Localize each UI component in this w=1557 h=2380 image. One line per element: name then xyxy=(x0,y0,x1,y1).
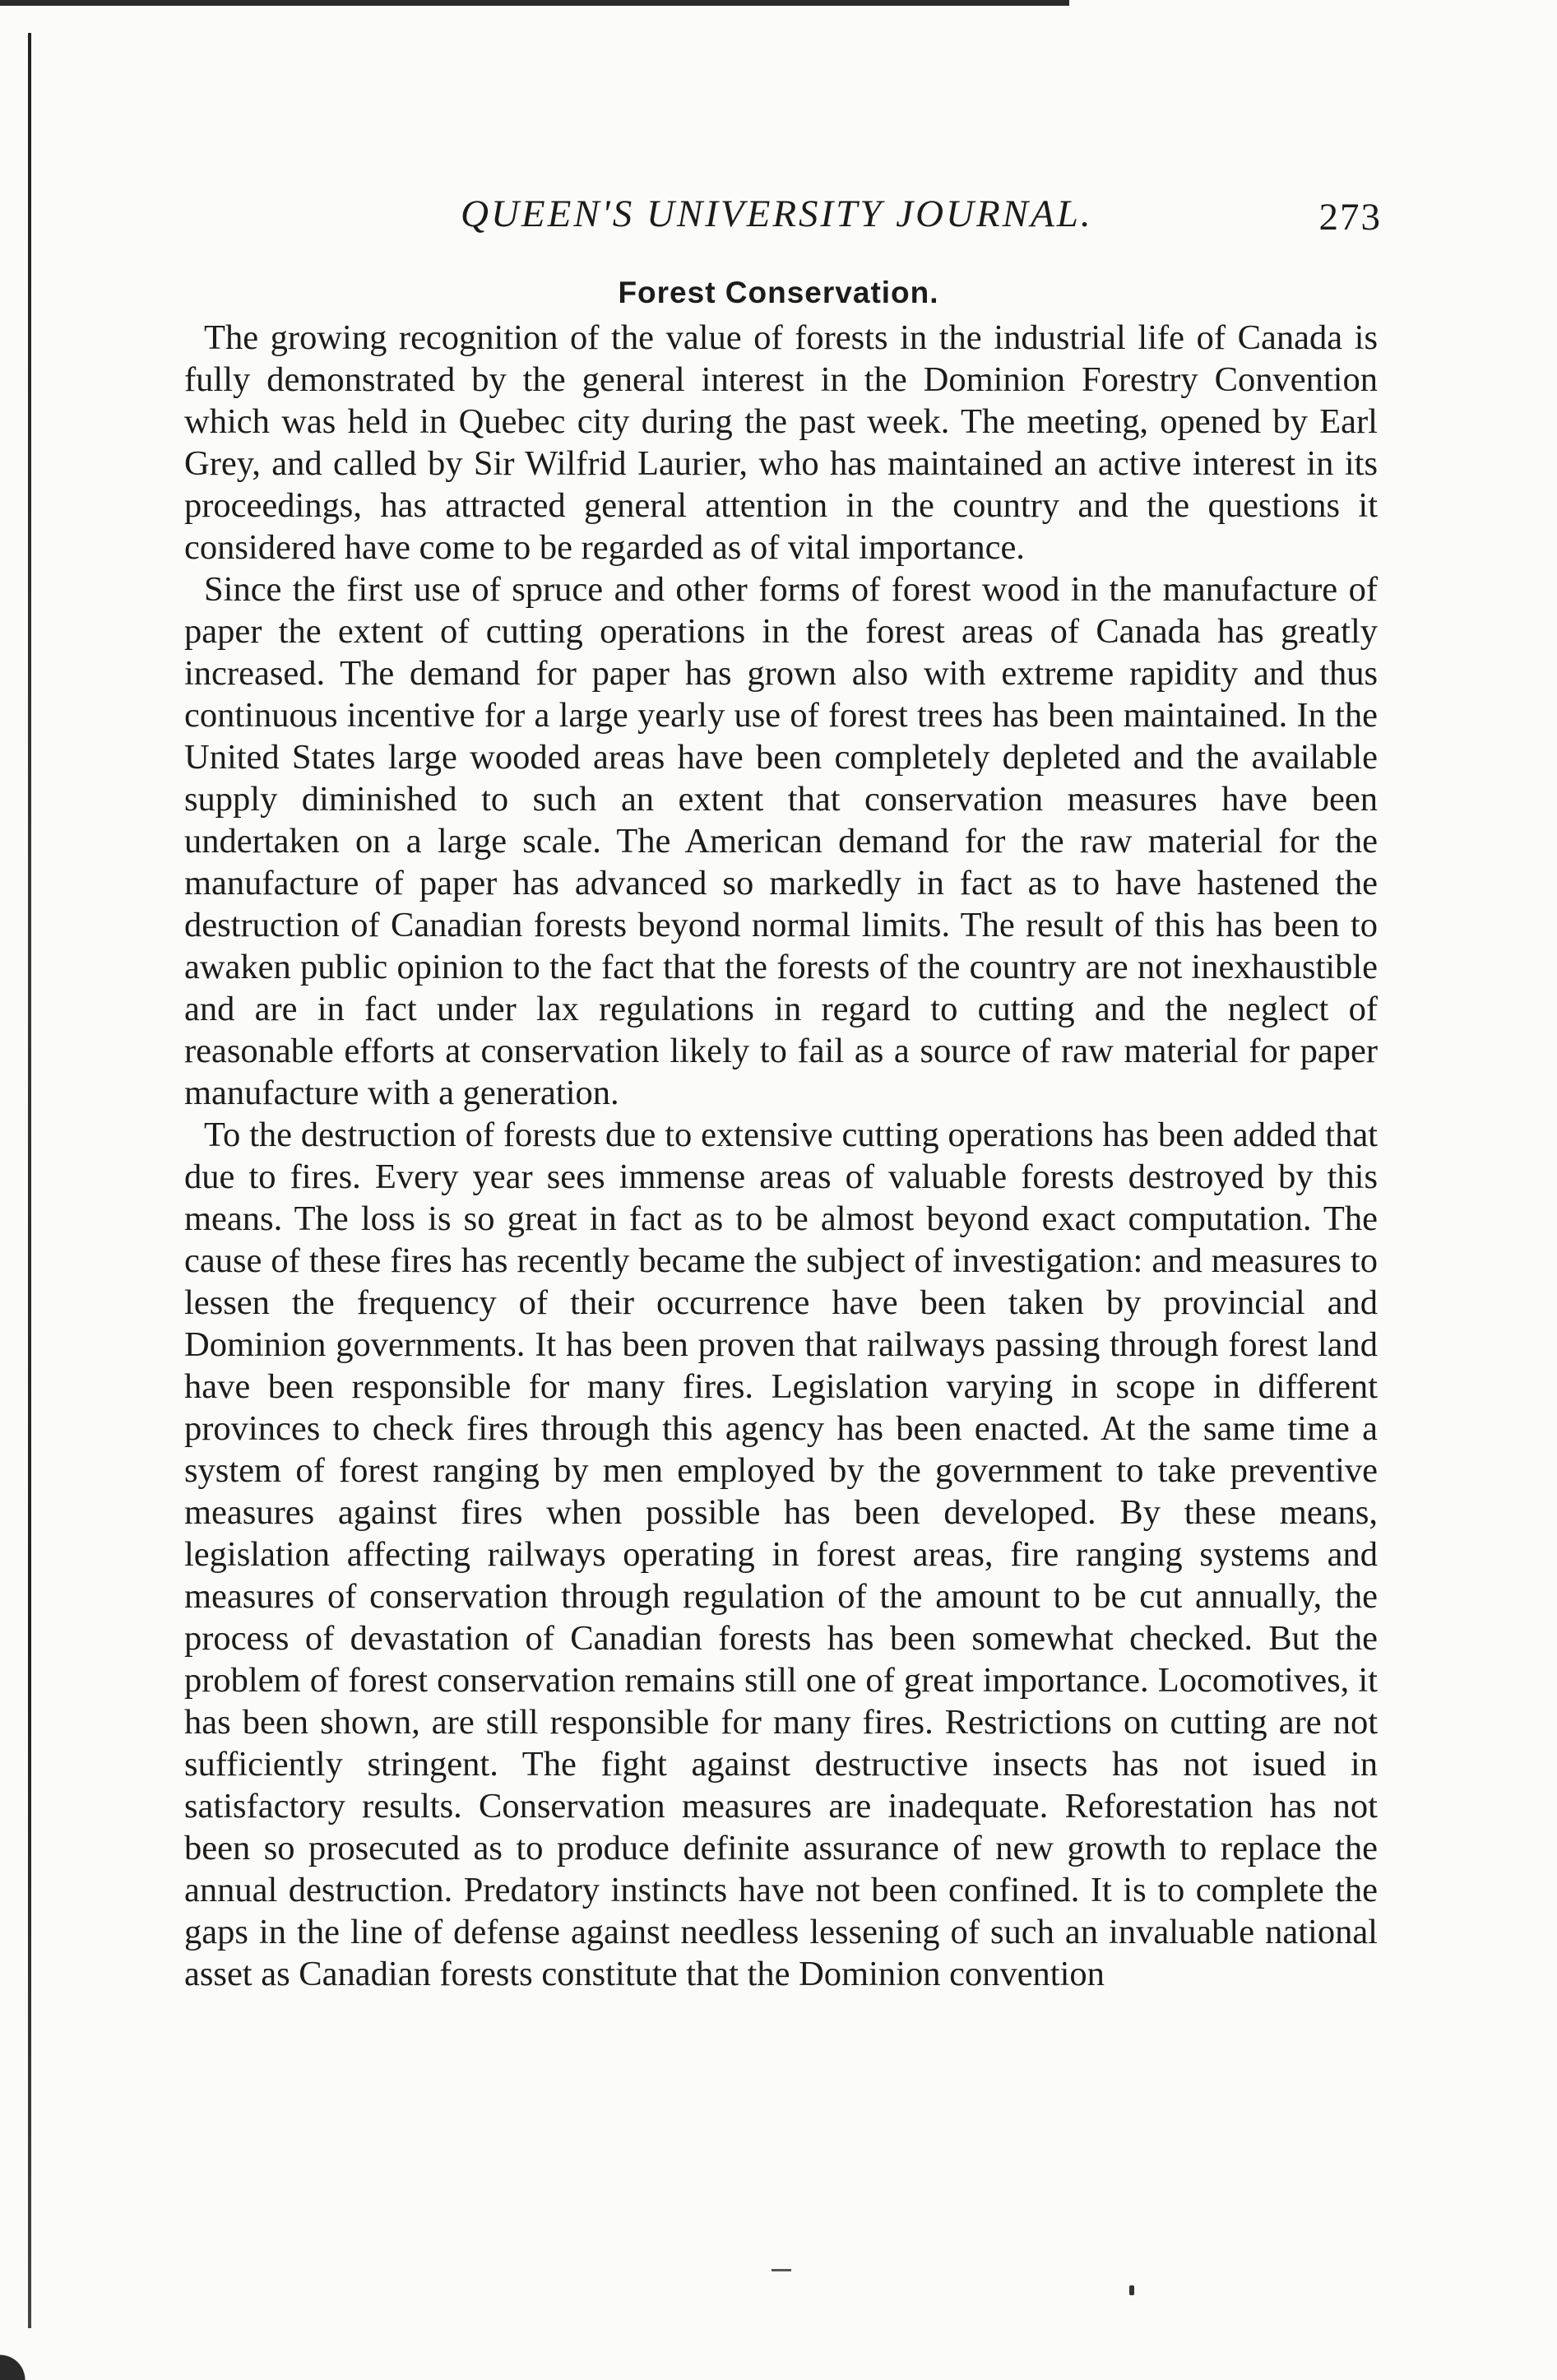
article-title: Forest Conservation. xyxy=(618,276,939,309)
top-edge-rule xyxy=(0,0,1069,6)
paragraph-1: The growing recognition of the value of forests in the industrial life of Canada is fully demonstrated by the general interest in the Dominion Forestry Convention which was held in Quebec city during the past week. The meeting, opened by Earl Grey, and called by Sir Wilfrid Laurier, who has maintained an active interest in its proceedings, has attracted general attention in the country and the questions it considered have come to be regarded as of vital importance. xyxy=(184,318,1378,567)
ink-speck xyxy=(1129,2285,1134,2295)
article-body xyxy=(184,317,1378,1995)
ink-speck xyxy=(772,2269,791,2271)
paragraph-2: Since the first use of spruce and other forms of forest wood in the manufacture of paper the extent of cutting operations in the forest areas of Canada has greatly increased. The demand for paper has grown also with extreme rapidity and thus continuous incentive for a large yearly use of forest trees has been maintained. In the United States large wooded areas have been completely depleted and the available supply diminished to such an extent that conservation measures have been undertaken on a large scale. The American demand for the raw material for the manufacture of paper has advanced so markedly in fact as to have hastened the destruction of Canadian forests beyond normal limits. The result of this has been to awaken public opinion to the fact that the forests of the country are not inexhaustible and are in fact under lax regulations in regard to cutting and the neglect of reasonable efforts at conservation likely to fail as a source of raw material for paper manufacture with a generation. xyxy=(184,570,1378,1112)
page-number: 273 xyxy=(1318,196,1382,239)
corner-ink-mark xyxy=(0,2331,49,2380)
left-binding-line xyxy=(28,33,31,2328)
running-header xyxy=(461,192,1382,249)
paragraph-3: To the destruction of forests due to extensive cutting operations has been added that due to fires. Every year sees immense areas of valuable forests destroyed by this means. The loss is so great in fact as to be almost beyond exact computation. The cause of these fires has recently became the subject of investigation: and measures to lessen the frequency of their occurrence have been taken by provincial and Dominion governments. It has been proven that railways passing through forest land have been responsible for many fires. Legislation varying in scope in different provinces to check fires through this agency has been enacted. At the same time a system of forest ranging by men employed by the government to take preventive measures against fires when possible has been developed. By these means, legislation affecting railways operating in forest areas, fire ranging systems and measures of conservation through regulation of the amount to be cut annually, the process of devastation of Canadian forests has been somewhat checked. But the problem of forest conservation remains still one of great importance. Locomotives, it has been shown, are still responsible for many fires. Restrictions on cutting are not sufficiently stringent. The fight against destructive insects has not isued in satisfactory results. Conservation measures are inadequate. Reforestation has not been so prosecuted as to produce definite assurance of new growth to replace the annual destruction. Predatory instincts have not been confined. It is to complete the gaps in the line of defense against needless lessening of such an invaluable national asset as Canadian forests constitute that the Dominion convention xyxy=(184,1116,1378,1993)
journal-title: QUEEN'S UNIVERSITY JOURNAL. xyxy=(461,193,1093,235)
